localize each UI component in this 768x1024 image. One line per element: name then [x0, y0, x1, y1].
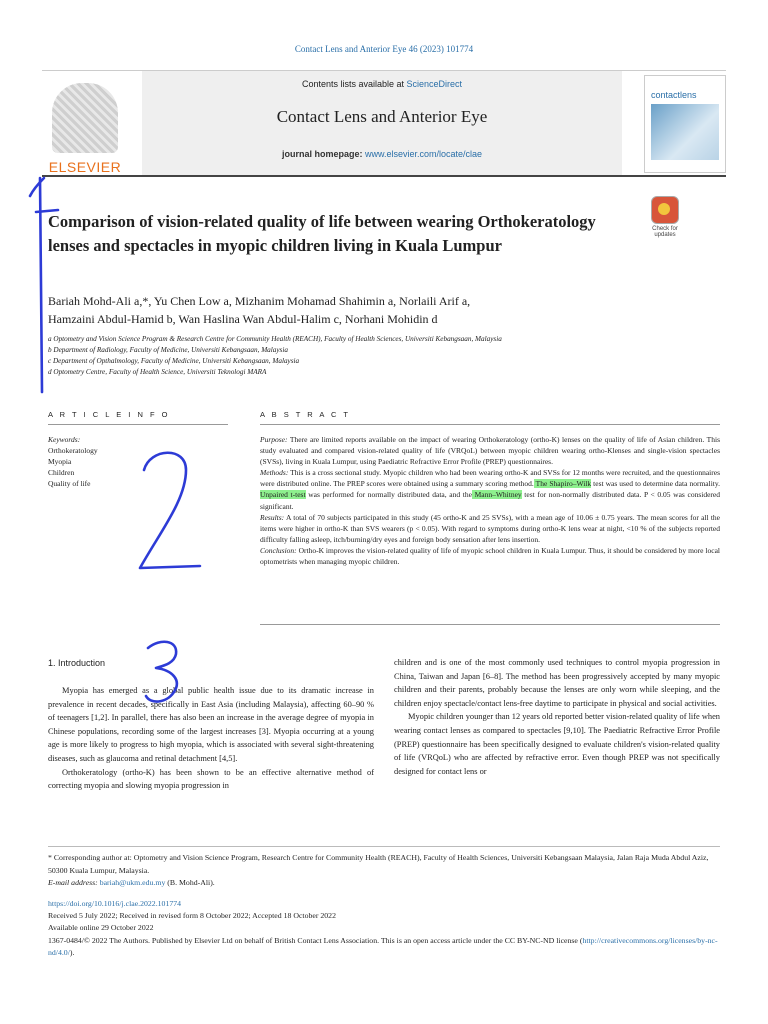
- journal-masthead: [42, 70, 726, 177]
- affiliation-b: b Department of Radiology, Faculty of Medicine, Universiti Kebangsaan, Malaysia: [48, 346, 288, 354]
- paragraph: children and is one of the most commonly used techniques to control myopia progression in China, Taiwan and Japan [6–8]. The method has been progressively accepted by many myopic children and their parents, probably because the lenses are only worn while sleeping, and the children enjoy spectacle/contact lens-free daytime to participate in physical and social activities.: [394, 658, 720, 708]
- body-column-right: [394, 656, 720, 778]
- cover-title: contactlens: [651, 90, 697, 100]
- contents-prefix: Contents lists available at: [301, 79, 407, 89]
- received-dates: Received 5 July 2022; Received in revised form 8 October 2022; Accepted 18 October 2022: [48, 911, 336, 921]
- paragraph: Myopia has emerged as a global public health issue due to its dramatic increase in prevalence in recent decades, specifically in East Asia (including Malaysia), affecting 60–90 % of teenagers [1,2]. In parallel, there has also been an increase in the average degree of myopia in Chinese populations, recording some of the largest increases [3]. Myopia occurring at a young age is more likely to progress to high myopia, which is associated with several sight-threatening diseases, such as glaucoma and retinal detachment [4,5].: [48, 686, 374, 763]
- email-link[interactable]: bariah@ukm.edu.my: [99, 878, 166, 887]
- introduction-heading: 1. Introduction: [48, 658, 106, 668]
- methods-text: test for non-normally distributed data. P < 0.05 was considered significant.: [260, 490, 720, 511]
- affiliations: [48, 334, 688, 378]
- highlight-shapiro-wilk: The Shapiro–Wilk: [533, 479, 592, 489]
- info-rule: [48, 424, 228, 425]
- authors-line-2: Hamzaini Abdul-Hamid b, Wan Haslina Wan Abdul-Halim c, Norhani Mohidin d: [48, 312, 438, 326]
- methods-text: was performed for normally distributed data, and the: [305, 490, 472, 500]
- license-link[interactable]: http://creativecommons.org/licenses/by-nc-nd/4.0/: [48, 935, 718, 957]
- email-line: [48, 877, 720, 890]
- conclusion-text: Ortho-K improves the vision-related quality of life of myopic school children in Kuala Lumpur. Thus, it should be considered by more local optometrists when managing myopic children.: [260, 545, 720, 567]
- abstract-rule: [260, 424, 720, 425]
- footnote-rule: [48, 846, 720, 847]
- sciencedirect-link[interactable]: ScienceDirect: [406, 79, 463, 89]
- homepage-link[interactable]: www.elsevier.com/locate/clae: [364, 149, 483, 159]
- keyword: Myopia: [48, 457, 72, 466]
- abstract-results: [260, 512, 720, 545]
- author-list: [48, 292, 688, 328]
- corresponding-author-note: * Corresponding author at: Optometry and Vision Science Program, Research Centre for Community Health (REACH), Faculty of Health Sciences, Universiti Kebangsaan Malaysia, Jalan Raja Muda Abdul Aziz, 50300 Kuala Lumpur, Malaysia.: [48, 853, 709, 875]
- email-suffix: (B. Mohd-Ali).: [165, 878, 215, 887]
- body-column-left: [48, 684, 374, 793]
- footnotes: [48, 852, 720, 890]
- conclusion-label: Conclusion:: [260, 545, 297, 555]
- elsevier-logo: [42, 79, 128, 175]
- results-label: Results:: [260, 512, 285, 522]
- homepage-label: journal homepage:: [281, 149, 365, 159]
- license-text-end: ).: [69, 947, 75, 957]
- abstract-heading: A B S T R A C T: [260, 410, 351, 419]
- keyword: Quality of life: [48, 479, 91, 488]
- elsevier-tree-icon: [52, 83, 118, 153]
- masthead-center: [142, 71, 622, 175]
- methods-label: Methods:: [260, 468, 289, 478]
- homepage-line: [142, 149, 622, 159]
- article-metadata: [48, 898, 720, 959]
- keywords-label: Keywords:: [48, 435, 81, 444]
- check-for-updates-button[interactable]: [645, 196, 685, 238]
- affiliation-a: a Optometry and Vision Science Program & Research Centre for Community Health (REACH), Faculty of Health Sciences, Universiti Kebangsaan, Malaysia: [48, 335, 502, 343]
- contents-line: [142, 79, 622, 89]
- abstract-conclusion: [260, 545, 720, 567]
- license-text: 1367-0484/© 2022 The Authors. Published by Elsevier Ltd on behalf of British Contact Lens Association. This is an open access article under the CC BY-NC-ND license (: [48, 935, 583, 945]
- annotation-bracket: [40, 178, 42, 392]
- highlight-mann-whitney: Mann–Whitney: [471, 490, 522, 500]
- methods-text: test was used to determine data normality.: [591, 479, 720, 489]
- article-info-heading: A R T I C L E I N F O: [48, 410, 170, 419]
- purpose-label: Purpose:: [260, 435, 288, 444]
- email-label: E-mail address:: [48, 878, 98, 887]
- paragraph: Myopic children younger than 12 years old reported better vision-related quality of life when wearing contact lenses as compared to spectacles [9,10]. The Paediatric Refractive Error Profile (PREP) questionnaire has been specifically designed to evaluate children's vision-related quality of life (VRQoL) who are affected by refractive error. Even though PREP was not specifically designed for contact lens or: [394, 712, 720, 776]
- check-updates-label: Check for updates: [652, 226, 678, 238]
- doi-link[interactable]: https://doi.org/10.1016/j.clae.2022.101774: [48, 899, 182, 908]
- paragraph: Orthokeratology (ortho-K) has been shown to be an effective alternative method of correcting myopia and slowing myopia progression in: [48, 767, 374, 791]
- affiliation-c: c Department of Opthalmology, Faculty of Medicine, Universiti Kebangsaan, Malaysia: [48, 357, 300, 365]
- abstract-bottom-rule: [260, 624, 720, 625]
- keywords-block: [48, 434, 228, 489]
- journal-cover[interactable]: [644, 75, 726, 173]
- authors-line-1: Bariah Mohd-Ali a,*, Yu Chen Low a, Mizhanim Mohamad Shahimin a, Norlaili Arif a,: [48, 294, 471, 308]
- available-online: Available online 29 October 2022: [48, 923, 154, 933]
- annotation-number-1-mark: [30, 178, 58, 212]
- running-head[interactable]: Contact Lens and Anterior Eye 46 (2023) 101774: [294, 44, 474, 54]
- purpose-text: There are limited reports available on the impact of wearing Orthokeratology (ortho-K) lenses on the quality of life of Asian children. This study evaluated and compared vision-related quality of life (VRQoL) between myopic children wearing ortho-Klenses and single-vision spectacles (SVSs), living in Kuala Lumpur, using Paediatric Refractive Error Profile (PREP) questionnaires.: [260, 435, 720, 467]
- keyword: Orthokeratology: [48, 446, 98, 455]
- results-text: A total of 70 subjects participated in this study (45 ortho-K and 25 SVSs), with a mean age of 10.06 ± 0.75 years. The mean scores for all the items were higher in ortho-K than SVS wearers (p < 0.05). With regard to symptoms during ortho-K lens wear at night, <10 % of the subjects reported difficulty falling asleep, itch/burning/dry eyes and foreign body sensation after lens insertion.: [260, 512, 720, 544]
- abstract-body: [260, 434, 720, 567]
- methods-text: This is a cross sectional study. Myopic children who had been wearing ortho-K and SVSs for 12 months were recruited, and the questionnaires were distributed online. The PREP scores were obtained using a summary scoring method.: [260, 468, 720, 489]
- article-title: Comparison of vision-related quality of life between wearing Orthokeratology lenses and spectacles in myopic children living in Kuala Lumpur: [48, 212, 596, 255]
- publisher-name: ELSEVIER: [48, 159, 122, 175]
- cover-image: [651, 104, 719, 160]
- abstract-methods: [260, 467, 720, 511]
- keyword: Children: [48, 468, 75, 477]
- journal-name: Contact Lens and Anterior Eye: [276, 107, 488, 126]
- license-line: [48, 935, 720, 959]
- check-updates-icon: [651, 196, 679, 224]
- affiliation-d: d Optometry Centre, Faculty of Health Science, Universiti Teknologi MARA: [48, 368, 267, 376]
- abstract-purpose: [260, 434, 720, 467]
- highlight-unpaired-t-test: Unpaired t-test: [260, 490, 306, 500]
